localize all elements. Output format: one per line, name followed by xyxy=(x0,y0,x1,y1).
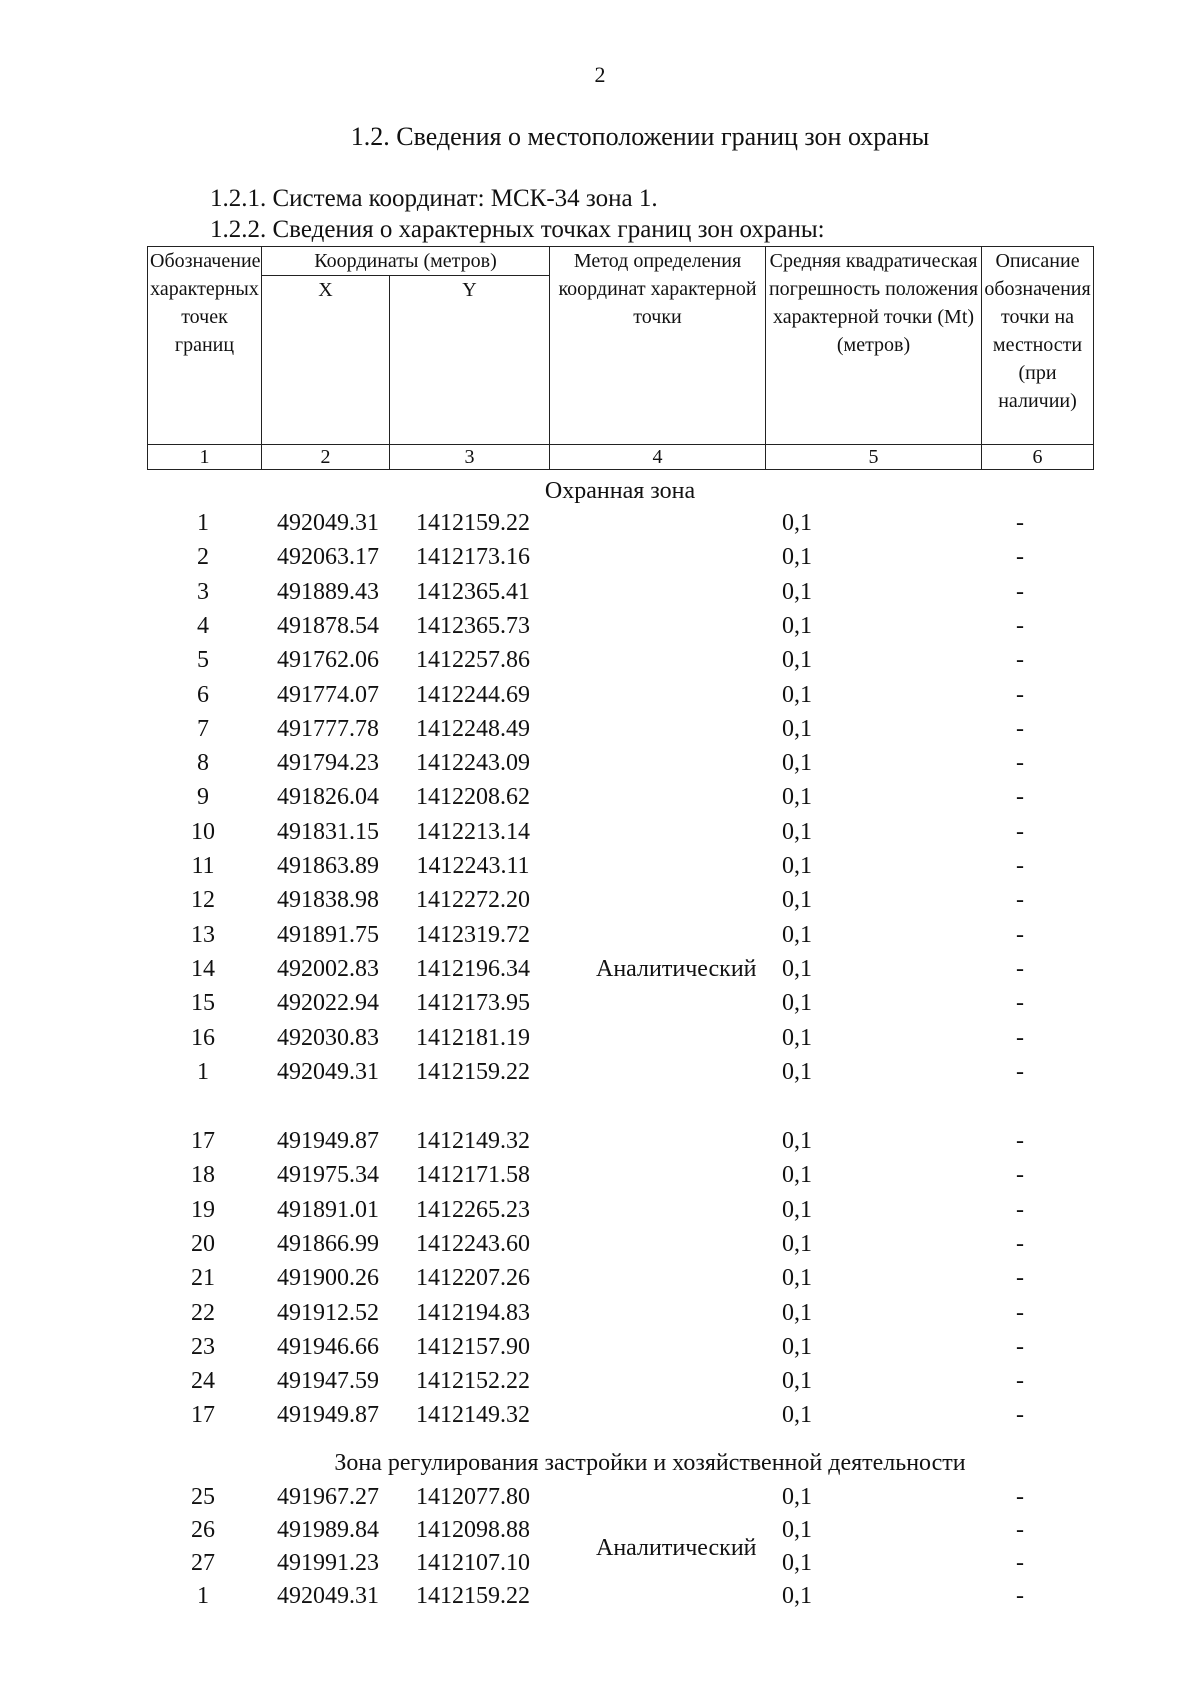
header-method: Метод определения координат характерной точки xyxy=(550,247,766,445)
table-row xyxy=(147,678,1093,712)
method-label: Аналитический xyxy=(596,1535,757,1561)
coord-y: 1412243.60 xyxy=(416,1230,530,1257)
coord-x: 492063.17 xyxy=(277,544,379,571)
table-row xyxy=(147,712,1093,746)
coord-x: 491777.78 xyxy=(277,715,379,742)
coord-x: 491949.87 xyxy=(277,1402,379,1429)
coord-y: 1412365.73 xyxy=(416,612,530,639)
table-row xyxy=(147,746,1093,780)
error-value: 0,1 xyxy=(782,681,812,708)
col-number: 1 xyxy=(148,445,262,470)
point-number: 25 xyxy=(191,1484,215,1510)
point-number: 5 xyxy=(197,647,209,674)
point-number: 21 xyxy=(191,1265,215,1292)
description-value: - xyxy=(1016,1368,1024,1395)
coord-x: 492049.31 xyxy=(277,1583,379,1609)
coord-x: 491826.04 xyxy=(277,784,379,811)
description-value: - xyxy=(1016,1265,1024,1292)
description-value: - xyxy=(1016,1128,1024,1154)
coord-x: 491891.75 xyxy=(277,921,379,948)
header-description: Описание обозначения точки на местности (при наличии) xyxy=(982,247,1094,445)
table-row xyxy=(147,883,1093,917)
coord-y: 1412365.41 xyxy=(416,578,530,605)
point-number: 6 xyxy=(197,681,209,708)
coord-x: 491949.87 xyxy=(277,1128,379,1154)
point-number: 13 xyxy=(191,921,215,948)
coord-x: 491912.52 xyxy=(277,1299,379,1326)
table-row xyxy=(147,1158,1093,1192)
coord-x: 491863.89 xyxy=(277,853,379,879)
error-value: 0,1 xyxy=(782,990,812,1017)
coord-x: 491762.06 xyxy=(277,647,379,674)
coord-x: 492049.31 xyxy=(277,1058,379,1085)
col-number: 4 xyxy=(550,445,766,470)
description-value: - xyxy=(1016,853,1024,879)
coord-y: 1412159.22 xyxy=(416,1058,530,1085)
coord-y: 1412159.22 xyxy=(416,510,530,536)
coord-x: 491889.43 xyxy=(277,578,379,605)
table-row xyxy=(147,1055,1093,1089)
coord-y: 1412149.32 xyxy=(416,1402,530,1429)
description-value: - xyxy=(1016,1024,1024,1051)
error-value: 0,1 xyxy=(782,1402,812,1429)
coord-x: 491878.54 xyxy=(277,612,379,639)
error-value: 0,1 xyxy=(782,1230,812,1257)
coord-x: 491831.15 xyxy=(277,818,379,845)
coord-x: 491947.59 xyxy=(277,1368,379,1395)
header-error: Средняя квадратическая погрешность положения характерной точки (Mt) (метров) xyxy=(766,247,982,445)
point-number: 27 xyxy=(191,1550,215,1576)
error-value: 0,1 xyxy=(782,578,812,605)
header-designation: Обозначение характерных точек границ xyxy=(148,247,262,445)
point-number: 17 xyxy=(191,1128,215,1154)
header-x: X xyxy=(262,276,390,445)
description-value: - xyxy=(1016,1058,1024,1085)
table-row xyxy=(147,918,1093,952)
error-value: 0,1 xyxy=(782,1058,812,1085)
point-number: 10 xyxy=(191,818,215,845)
coord-x: 491866.99 xyxy=(277,1230,379,1257)
table-header xyxy=(147,246,1094,470)
description-value: - xyxy=(1016,1402,1024,1429)
error-value: 0,1 xyxy=(782,1368,812,1395)
coord-y: 1412272.20 xyxy=(416,887,530,914)
point-number: 17 xyxy=(191,1402,215,1429)
coord-y: 1412243.11 xyxy=(416,853,530,879)
table-row xyxy=(147,1021,1093,1055)
coord-system-line: 1.2.1. Система координат: МСК-34 зона 1. xyxy=(210,185,658,212)
table-row xyxy=(147,1227,1093,1261)
point-number: 1 xyxy=(197,1583,209,1609)
col-number: 2 xyxy=(262,445,390,470)
point-number: 3 xyxy=(197,578,209,605)
coord-y: 1412159.22 xyxy=(416,1583,530,1609)
description-value: - xyxy=(1016,1333,1024,1360)
point-number: 26 xyxy=(191,1517,215,1543)
table-row xyxy=(147,815,1093,849)
coord-y: 1412196.34 xyxy=(416,955,530,982)
error-value: 0,1 xyxy=(782,853,812,879)
error-value: 0,1 xyxy=(782,1517,812,1543)
coord-x: 491989.84 xyxy=(277,1517,379,1543)
col-number: 3 xyxy=(390,445,550,470)
point-number: 16 xyxy=(191,1024,215,1051)
description-value: - xyxy=(1016,612,1024,639)
table-row xyxy=(147,1193,1093,1227)
table-row xyxy=(147,986,1093,1020)
method-label: Аналитический xyxy=(596,956,757,982)
coord-y: 1412171.58 xyxy=(416,1162,530,1189)
coord-y: 1412149.32 xyxy=(416,1128,530,1154)
table-row xyxy=(147,1579,1093,1613)
coord-y: 1412319.72 xyxy=(416,921,530,948)
error-value: 0,1 xyxy=(782,1583,812,1609)
description-value: - xyxy=(1016,1162,1024,1189)
point-number: 1 xyxy=(197,510,209,536)
coord-x: 491991.23 xyxy=(277,1550,379,1576)
coord-x: 491891.01 xyxy=(277,1196,379,1223)
point-number: 22 xyxy=(191,1299,215,1326)
points-title-line: 1.2.2. Сведения о характерных точках границ зон охраны: xyxy=(210,216,825,243)
point-number: 15 xyxy=(191,990,215,1017)
error-value: 0,1 xyxy=(782,1265,812,1292)
description-value: - xyxy=(1016,784,1024,811)
error-value: 0,1 xyxy=(782,1333,812,1360)
coord-x: 492049.31 xyxy=(277,510,379,536)
zone-title-regulation: Зона регулирования застройки и хозяйственной деятельности xyxy=(334,1450,966,1476)
description-value: - xyxy=(1016,921,1024,948)
description-value: - xyxy=(1016,955,1024,982)
point-number: 8 xyxy=(197,750,209,777)
description-value: - xyxy=(1016,544,1024,571)
error-value: 0,1 xyxy=(782,612,812,639)
table-row xyxy=(147,1480,1093,1514)
coord-y: 1412157.90 xyxy=(416,1333,530,1360)
point-number: 7 xyxy=(197,715,209,742)
error-value: 0,1 xyxy=(782,818,812,845)
description-value: - xyxy=(1016,1230,1024,1257)
error-value: 0,1 xyxy=(782,1484,812,1510)
description-value: - xyxy=(1016,1550,1024,1576)
point-number: 24 xyxy=(191,1368,215,1395)
description-value: - xyxy=(1016,1517,1024,1543)
point-number: 11 xyxy=(191,853,215,879)
col-number: 6 xyxy=(982,445,1094,470)
coord-y: 1412265.23 xyxy=(416,1196,530,1223)
header-y: Y xyxy=(390,276,550,445)
coord-y: 1412257.86 xyxy=(416,647,530,674)
page-number: 2 xyxy=(594,62,606,87)
coord-x: 491900.26 xyxy=(277,1265,379,1292)
error-value: 0,1 xyxy=(782,750,812,777)
coord-y: 1412098.88 xyxy=(416,1517,530,1543)
coord-x: 492030.83 xyxy=(277,1024,379,1051)
error-value: 0,1 xyxy=(782,544,812,571)
coord-y: 1412077.80 xyxy=(416,1484,530,1510)
error-value: 0,1 xyxy=(782,510,812,536)
coord-x: 492022.94 xyxy=(277,990,379,1017)
description-value: - xyxy=(1016,887,1024,914)
table-row xyxy=(147,1261,1093,1295)
description-value: - xyxy=(1016,1484,1024,1510)
description-value: - xyxy=(1016,1583,1024,1609)
description-value: - xyxy=(1016,647,1024,674)
error-value: 0,1 xyxy=(782,647,812,674)
coord-y: 1412207.26 xyxy=(416,1265,530,1292)
error-value: 0,1 xyxy=(782,921,812,948)
description-value: - xyxy=(1016,578,1024,605)
description-value: - xyxy=(1016,510,1024,536)
table-row xyxy=(147,540,1093,574)
coord-y: 1412208.62 xyxy=(416,784,530,811)
table-row xyxy=(147,1330,1093,1364)
table-row xyxy=(147,575,1093,609)
error-value: 0,1 xyxy=(782,784,812,811)
point-number: 12 xyxy=(191,887,215,914)
error-value: 0,1 xyxy=(782,715,812,742)
error-value: 0,1 xyxy=(782,1128,812,1154)
point-number: 23 xyxy=(191,1333,215,1360)
coord-x: 492002.83 xyxy=(277,955,379,982)
error-value: 0,1 xyxy=(782,1196,812,1223)
coord-y: 1412248.49 xyxy=(416,715,530,742)
coord-y: 1412173.95 xyxy=(416,990,530,1017)
coord-x: 491975.34 xyxy=(277,1162,379,1189)
description-value: - xyxy=(1016,750,1024,777)
point-number: 19 xyxy=(191,1196,215,1223)
table-row xyxy=(147,849,1093,883)
coord-y: 1412152.22 xyxy=(416,1368,530,1395)
header-coordinates: Координаты (метров) xyxy=(262,247,550,276)
zone-title-protection: Охранная зона xyxy=(544,478,696,504)
coord-x: 491838.98 xyxy=(277,887,379,914)
coord-y: 1412243.09 xyxy=(416,750,530,777)
table-row xyxy=(147,1364,1093,1398)
point-number: 1 xyxy=(197,1058,209,1085)
coord-y: 1412194.83 xyxy=(416,1299,530,1326)
table-row xyxy=(147,609,1093,643)
coord-y: 1412244.69 xyxy=(416,681,530,708)
coord-y: 1412107.10 xyxy=(416,1550,530,1576)
error-value: 0,1 xyxy=(782,1024,812,1051)
error-value: 0,1 xyxy=(782,1299,812,1326)
col-number: 5 xyxy=(766,445,982,470)
table-row xyxy=(147,780,1093,814)
table-row xyxy=(147,643,1093,677)
point-number: 14 xyxy=(191,955,215,982)
point-number: 18 xyxy=(191,1162,215,1189)
coord-x: 491794.23 xyxy=(277,750,379,777)
table-row xyxy=(147,1124,1093,1158)
coord-y: 1412181.19 xyxy=(416,1024,530,1051)
coord-x: 491946.66 xyxy=(277,1333,379,1360)
description-value: - xyxy=(1016,681,1024,708)
table-row xyxy=(147,1398,1093,1432)
error-value: 0,1 xyxy=(782,1162,812,1189)
point-number: 20 xyxy=(191,1230,215,1257)
coord-y: 1412213.14 xyxy=(416,818,530,845)
description-value: - xyxy=(1016,1196,1024,1223)
table-row xyxy=(147,506,1093,540)
error-value: 0,1 xyxy=(782,955,812,982)
point-number: 4 xyxy=(197,612,209,639)
coord-x: 491774.07 xyxy=(277,681,379,708)
section-title: 1.2. Сведения о местоположении границ зон охраны xyxy=(350,122,930,151)
description-value: - xyxy=(1016,990,1024,1017)
error-value: 0,1 xyxy=(782,887,812,914)
error-value: 0,1 xyxy=(782,1550,812,1576)
coord-x: 491967.27 xyxy=(277,1484,379,1510)
description-value: - xyxy=(1016,1299,1024,1326)
table-row xyxy=(147,1296,1093,1330)
point-number: 9 xyxy=(197,784,209,811)
point-number: 2 xyxy=(197,544,209,571)
coord-y: 1412173.16 xyxy=(416,544,530,571)
description-value: - xyxy=(1016,715,1024,742)
description-value: - xyxy=(1016,818,1024,845)
